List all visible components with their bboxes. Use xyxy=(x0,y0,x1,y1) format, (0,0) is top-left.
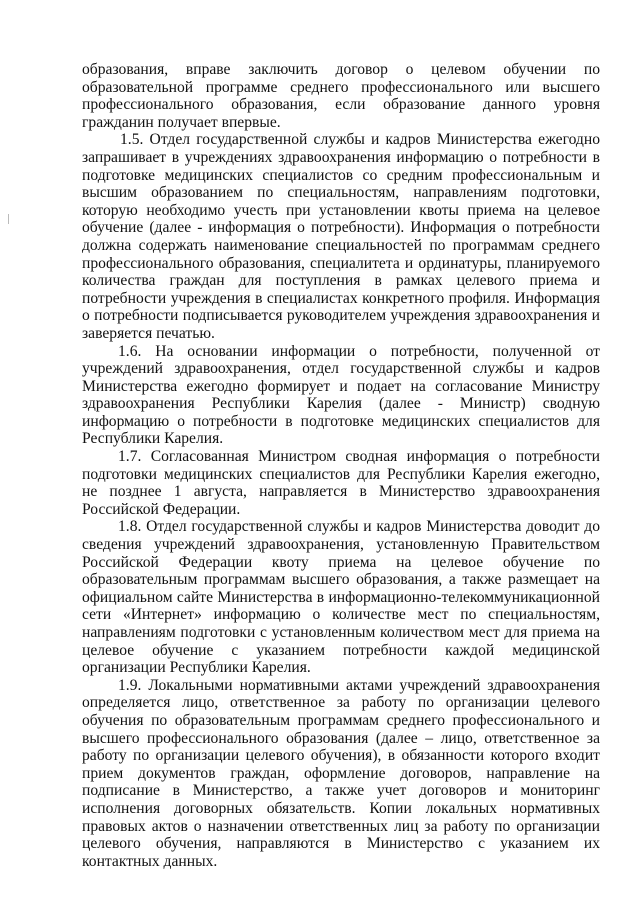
paragraph-1-8: 1.8. Отдел государственной службы и кадров Министерства доводит до сведения учреждений здравоохранения, установленную Правительством Российской Федерации квоту приема на целевое обучение по образовательным программам высшего образования, а также размещает на официальном сайте Министерства в информационно-телекоммуникационной сети «Интернет» информацию о количестве мест по специальностям, направлениям подготовки с установленным количеством мест для приема на целевое обучение с указанием потребности каждой медицинской организации Республики Карелия. xyxy=(82,518,600,677)
document-body xyxy=(82,61,600,870)
paragraph-continuation: образования, вправе заключить договор о целевом обучении по образовательной программе среднего профессионального или высшего профессионального образования, если образование данного уровня гражданин получает впервые. xyxy=(82,61,600,131)
paragraph-1-7: 1.7. Согласованная Министром сводная информация о потребности подготовки медицинских специалистов для Республики Карелия ежегодно, не позднее 1 августа, направляется в Министерство здравоохранения Российской Федерации. xyxy=(82,448,600,518)
paragraph-1-6: 1.6. На основании информации о потребности, полученной от учреждений здравоохранения, отдел государственной службы и кадров Министерства ежегодно формирует и подает на согласование Министру здравоохранения Республики Карелия (далее - Министр) сводную информацию о потребности в подготовке медицинских специалистов для Республики Карелия. xyxy=(82,342,600,448)
paragraph-1-9: 1.9. Локальными нормативными актами учреждений здравоохранения определяется лицо, ответственное за работу по организации целевого обучения по образовательным программам среднего профессионального и высшего профессионального образования (далее – лицо, ответственное за работу по организации целевого обучения), в обязанности которого входит прием документов граждан, оформление договоров, направление на подписание в Министерство, а также учет договоров и мониторинг исполнения договорных обязательств. Копии локальных нормативных правовых актов о назначении ответственных лиц за работу по организации целевого обучения, направляются в Министерство с указанием их контактных данных. xyxy=(82,676,600,870)
scan-artifact xyxy=(8,214,9,224)
paragraph-1-5: 1.5. Отдел государственной службы и кадров Министерства ежегодно запрашивает в учреждениях здравоохранения информацию о потребности в подготовке медицинских специалистов со средним профессиональным и высшим образованием по специальностям, направлениям подготовки, которую необходимо учесть при установлении квоты приема на целевое обучение (далее - информация о потребности). Информация о потребности должна содержать наименование специальностей по программам среднего профессионального образования, специалитета и ординатуры, планируемого количества граждан для поступления в рамках целевого приема и потребности учреждения в специалистах конкретного профиля. Информация о потребности подписывается руководителем учреждения здравоохранения и заверяется печатью. xyxy=(82,131,600,342)
